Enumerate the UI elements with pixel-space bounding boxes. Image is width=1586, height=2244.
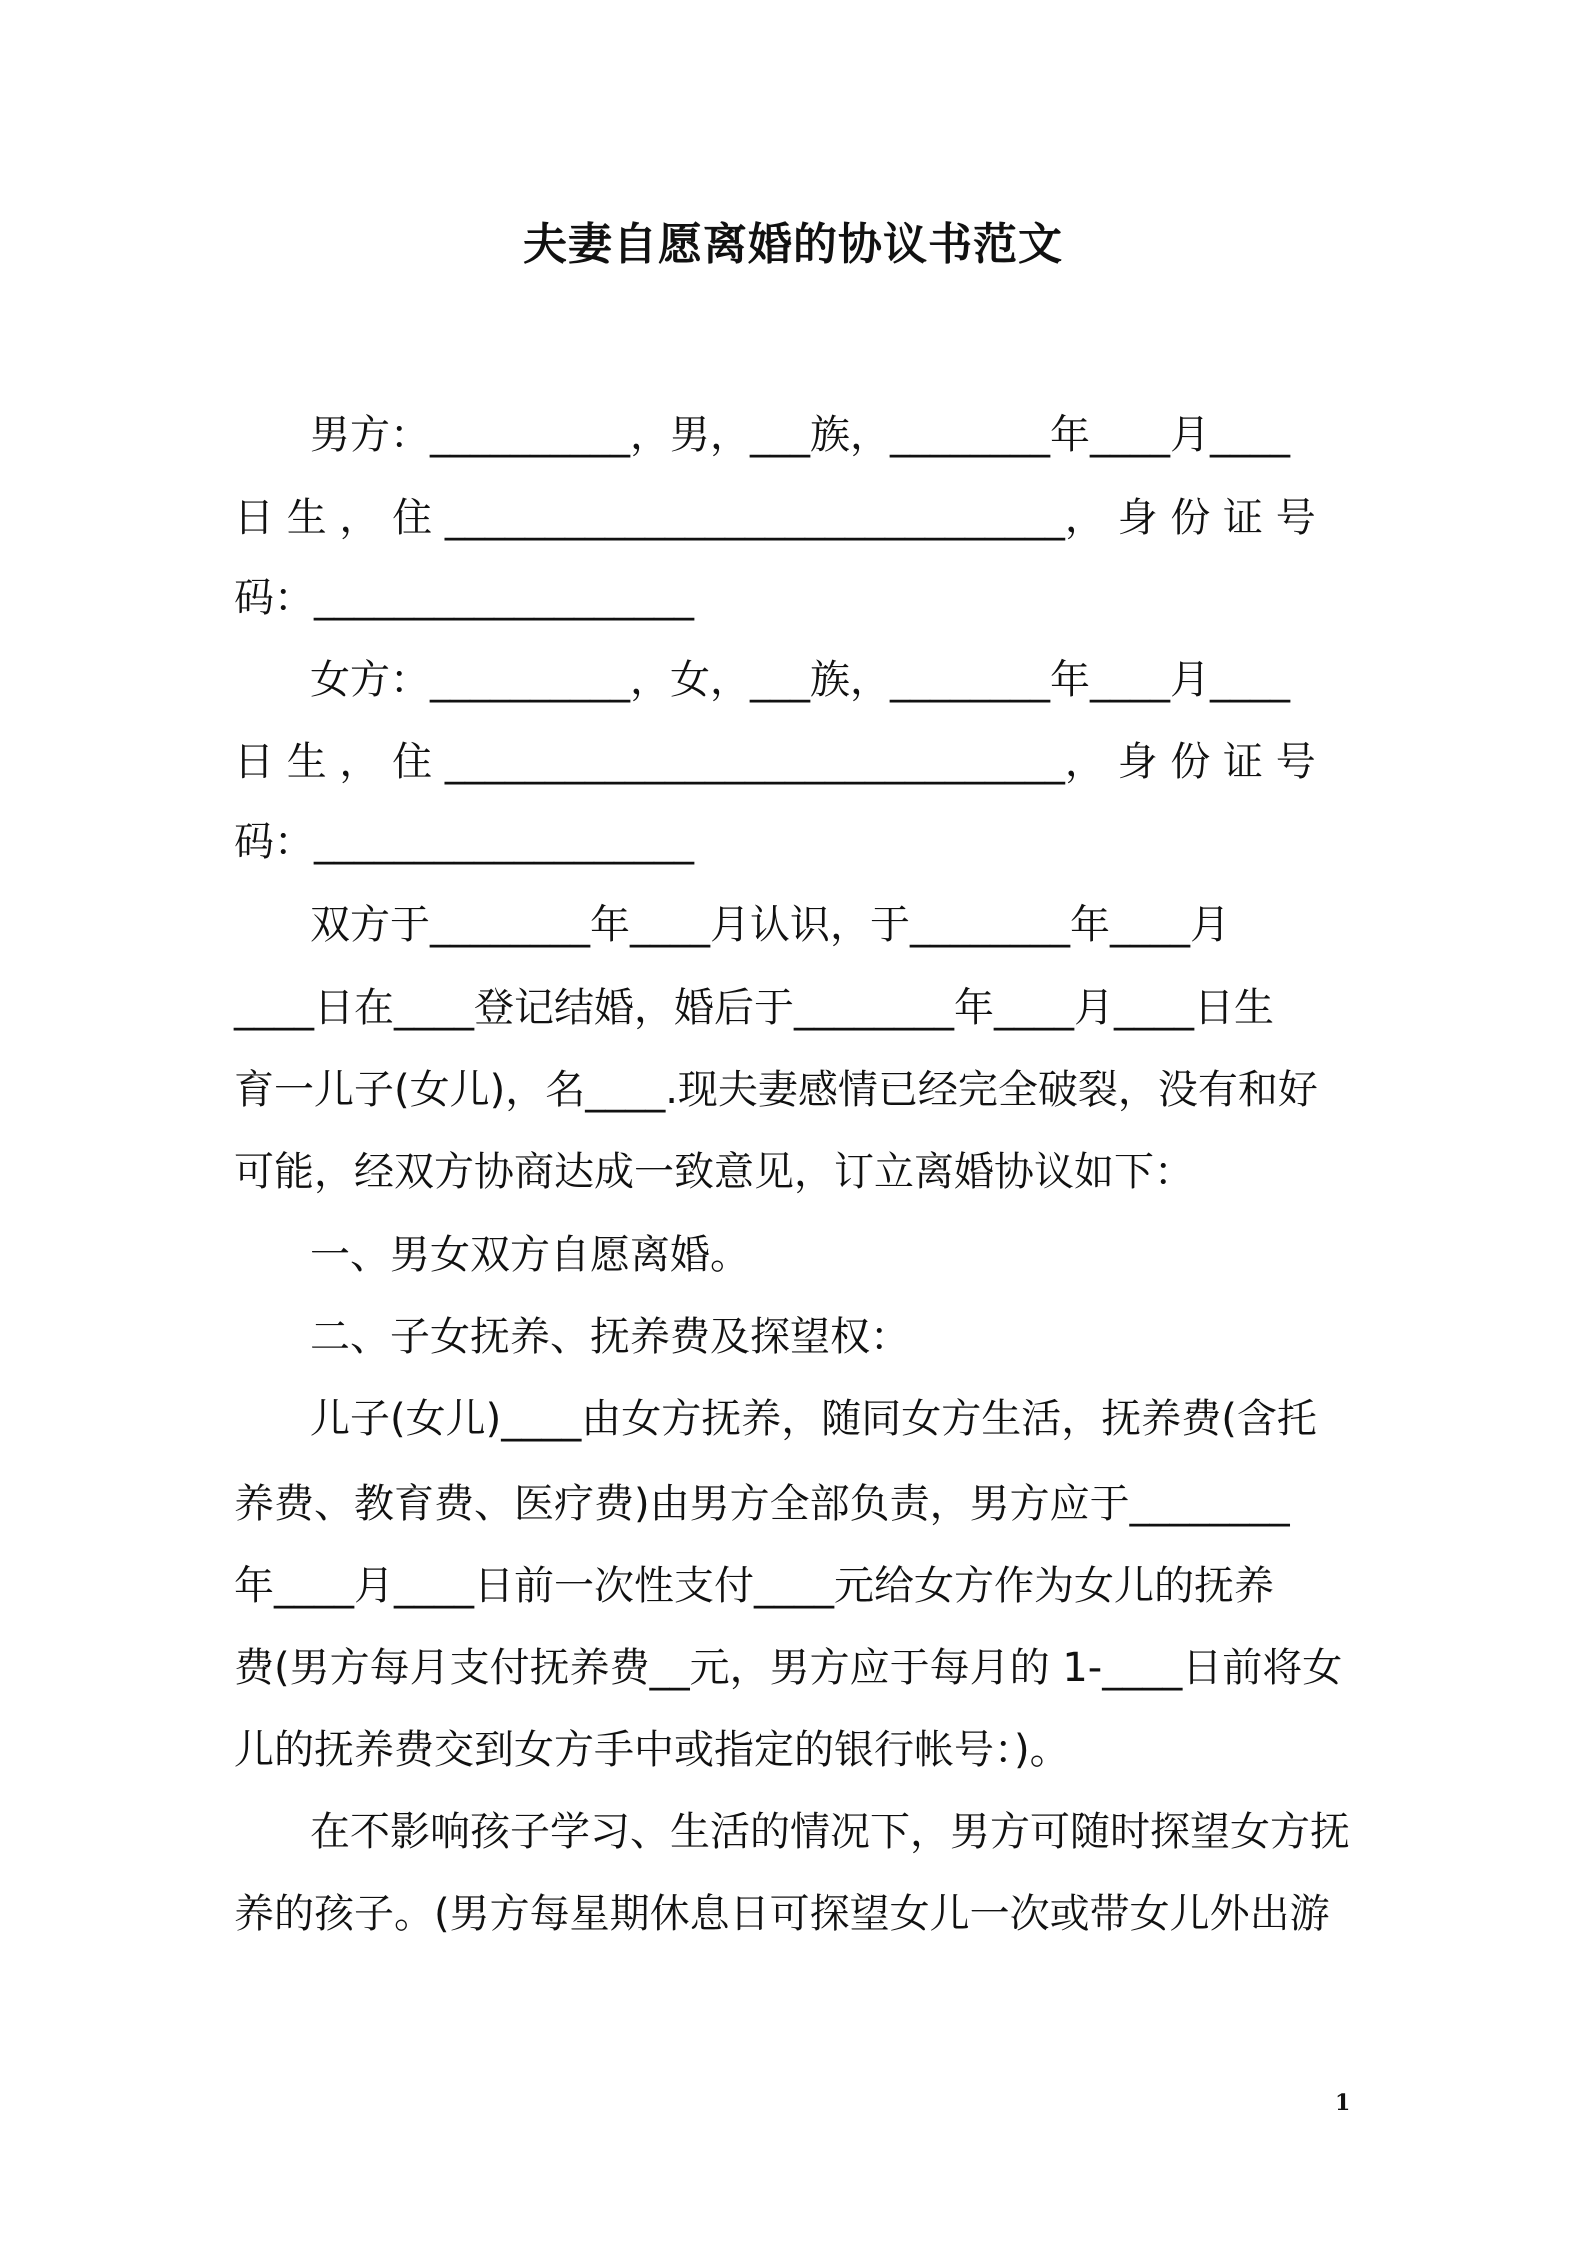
document-title: 夫妻自愿离婚的协议书范文 <box>523 219 1063 270</box>
background-text: 双方于________年____月认识，于________年____月 <box>310 902 1230 948</box>
custody-support-text: 儿的抚养费交到女方手中或指定的银行帐号：)。 <box>234 1727 1070 1773</box>
female-party-text: 日 生 ， 住 _______________________________， 身 份 证 号 <box>234 739 1316 785</box>
female-party-text: 女方：__________，女，___族，________年____月____ <box>310 657 1290 703</box>
background-text: 可能，经双方协商达成一致意见，订立离婚协议如下： <box>234 1149 1194 1195</box>
male-party-text: 男方：__________，男，___族，________年____月____ <box>310 412 1290 458</box>
male-party-text: 日 生 ， 住 _______________________________， 身 份 证 号 <box>234 495 1316 541</box>
male-party-text: 码：___________________ <box>234 575 694 621</box>
page-number: 1 <box>1335 2090 1351 2116</box>
custody-support-text: 养费、教育费、医疗费)由男方全部负责，男方应于________ <box>234 1481 1290 1527</box>
custody-support-text: 费(男方每月支付抚养费__元，男方应于每月的 1-____日前将女 <box>234 1645 1343 1691</box>
custody-support-text: 年____月____日前一次性支付____元给女方作为女儿的抚养 <box>234 1563 1274 1609</box>
custody-support-text: 儿子(女儿)____由女方抚养，随同女方生活，抚养费(含托 <box>310 1396 1317 1442</box>
background-text: 育一儿子(女儿)，名____.现夫妻感情已经完全破裂，没有和好 <box>234 1067 1318 1113</box>
female-party-text: 码：___________________ <box>234 819 694 865</box>
visitation-text: 在不影响孩子学习、生活的情况下，男方可随时探望女方抚 <box>310 1809 1350 1855</box>
visitation-text: 养的孩子。(男方每星期休息日可探望女儿一次或带女儿外出游 <box>234 1891 1330 1937</box>
clause-two-heading-text: 二、子女抚养、抚养费及探望权： <box>310 1314 910 1360</box>
background-text: ____日在____登记结婚，婚后于________年____月____日生 <box>234 985 1274 1031</box>
clause-one-text: 一、男女双方自愿离婚。 <box>310 1232 750 1278</box>
